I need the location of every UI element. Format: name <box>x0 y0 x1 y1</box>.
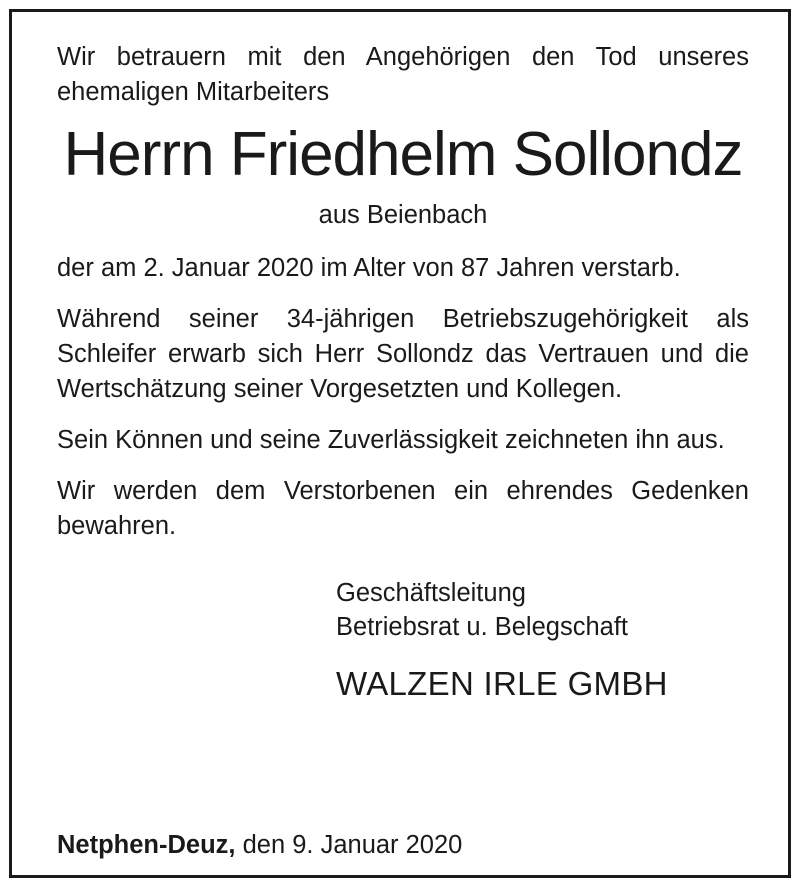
signatory-works-council: Betriebsrat u. Belegschaft <box>336 613 628 641</box>
notice-content <box>57 40 749 859</box>
deceased-name: Herrn Friedhelm Sollondz <box>63 120 743 189</box>
service-paragraph: Während seiner 34-jährigen Betriebszugehörigkeit als Schleifer erwarb sich Herr Sollondz das Vertrauen und die Wertschätzung seiner Vorgesetzten und Kollegen. <box>57 305 749 403</box>
hometown: aus Beienbach <box>318 201 488 229</box>
company-name: WALZEN IRLE GMBH <box>336 665 668 702</box>
intro-text: Wir betrauern mit den Angehörigen den Tod unseres ehemaligen Mitarbeiters <box>57 43 749 106</box>
remembrance-paragraph: Wir werden dem Verstorbenen ein ehrendes Gedenken bewahren. <box>57 477 749 540</box>
footer-place: Netphen-Deuz, <box>57 831 236 859</box>
notice-frame <box>9 9 791 878</box>
signatory-management: Geschäftsleitung <box>336 579 526 607</box>
death-date-line: der am 2. Januar 2020 im Alter von 87 Jahren verstarb. <box>57 254 681 282</box>
place-date-line <box>57 828 462 863</box>
qualities-paragraph: Sein Können und seine Zuverlässigkeit zeichneten ihn aus. <box>57 426 725 454</box>
signature-block <box>336 576 749 704</box>
footer-date: den 9. Januar 2020 <box>242 831 463 859</box>
